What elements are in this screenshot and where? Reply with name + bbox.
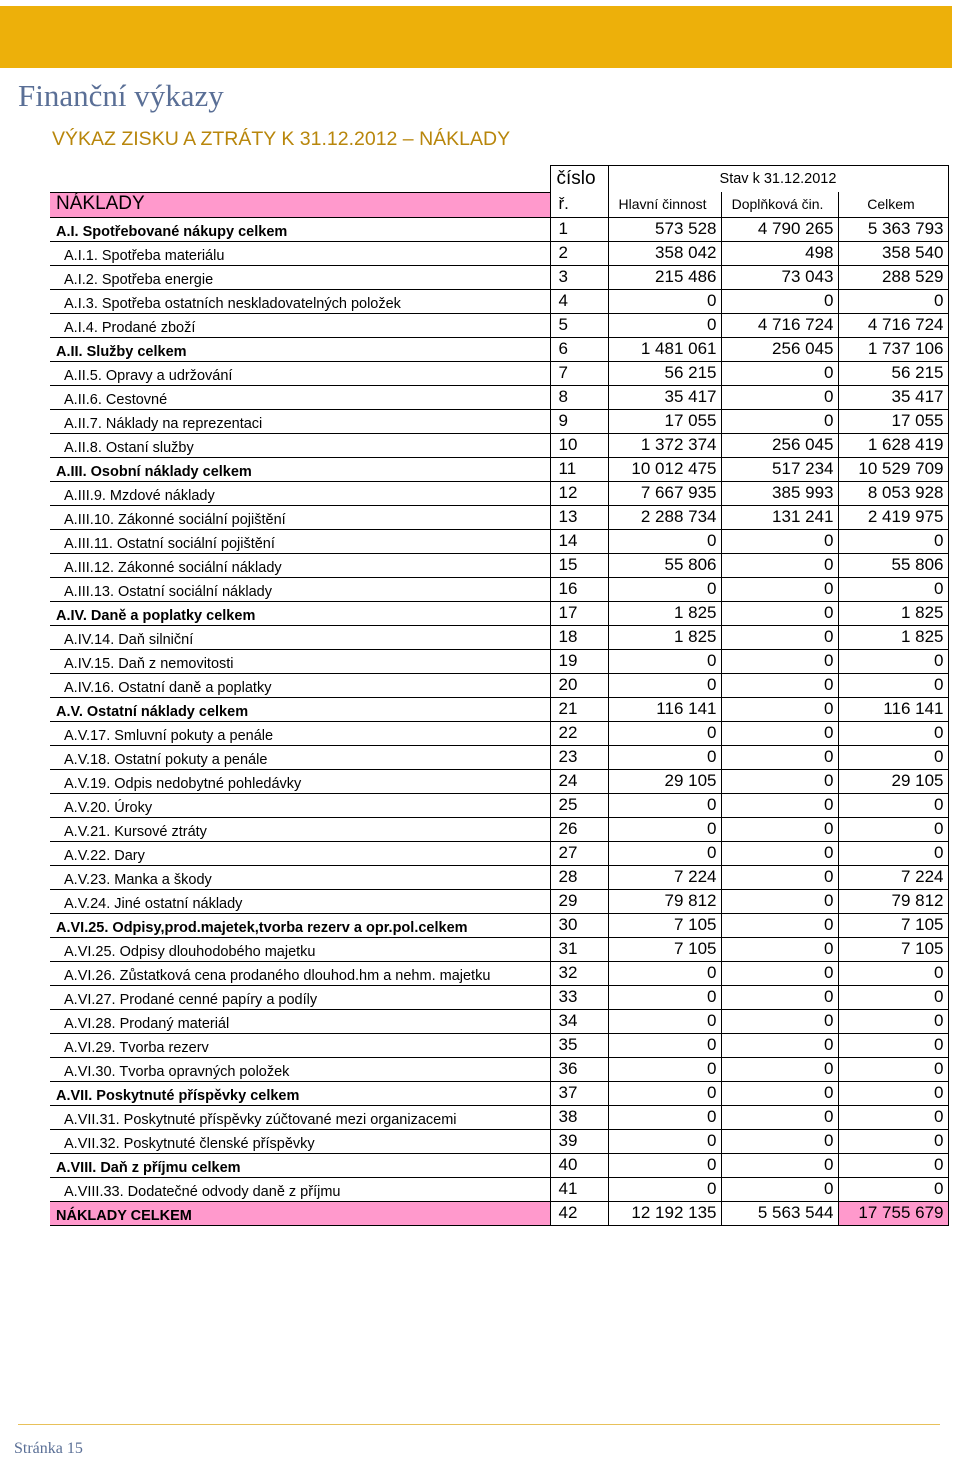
- row-number: 22: [550, 721, 608, 745]
- row-label: A.V.24. Jiné ostatní náklady: [50, 889, 550, 913]
- row-number: 3: [550, 265, 608, 289]
- value-main-activity: 358 042: [608, 241, 721, 265]
- value-total: 0: [838, 649, 948, 673]
- header-number-top: číslo: [550, 166, 608, 193]
- row-label: A.III.9. Mzdové náklady: [50, 481, 550, 505]
- row-label: A.IV.14. Daň silniční: [50, 625, 550, 649]
- row-label: A.VI.26. Zůstatková cena prodaného dlouhod.hm a nehm. majetku: [50, 961, 550, 985]
- value-side-activity: 0: [721, 601, 838, 625]
- row-label: A.V.17. Smluvní pokuty a penále: [50, 721, 550, 745]
- value-total: 0: [838, 1009, 948, 1033]
- value-main-activity: 17 055: [608, 409, 721, 433]
- row-number: 16: [550, 577, 608, 601]
- value-total: 0: [838, 289, 948, 313]
- value-main-activity: 0: [608, 985, 721, 1009]
- table-row: [50, 385, 948, 409]
- value-side-activity: 5 563 544: [721, 1201, 838, 1225]
- value-side-activity: 517 234: [721, 457, 838, 481]
- value-total: 0: [838, 577, 948, 601]
- row-label: A.III.10. Zákonné sociální pojištění: [50, 505, 550, 529]
- value-main-activity: 0: [608, 673, 721, 697]
- row-label: A.V.21. Kursové ztráty: [50, 817, 550, 841]
- value-total: 0: [838, 673, 948, 697]
- value-main-activity: 0: [608, 745, 721, 769]
- table-row: [50, 1057, 948, 1081]
- row-label: A.III.13. Ostatní sociální náklady: [50, 577, 550, 601]
- value-total: 4 716 724: [838, 313, 948, 337]
- row-number: 6: [550, 337, 608, 361]
- value-main-activity: 0: [608, 1081, 721, 1105]
- value-side-activity: 131 241: [721, 505, 838, 529]
- value-main-activity: 7 224: [608, 865, 721, 889]
- value-main-activity: 0: [608, 841, 721, 865]
- row-number: 7: [550, 361, 608, 385]
- value-main-activity: 35 417: [608, 385, 721, 409]
- value-total: 0: [838, 745, 948, 769]
- value-side-activity: 0: [721, 697, 838, 721]
- value-total: 17 055: [838, 409, 948, 433]
- value-side-activity: 0: [721, 793, 838, 817]
- row-label: A.II.5. Opravy a udržování: [50, 361, 550, 385]
- value-total: 0: [838, 1129, 948, 1153]
- value-main-activity: 0: [608, 1129, 721, 1153]
- row-label: A.VIII.33. Dodatečné odvody daně z příjmu: [50, 1177, 550, 1201]
- header-col-total: Celkem: [838, 192, 948, 217]
- value-total: 0: [838, 1177, 948, 1201]
- value-total: 1 825: [838, 625, 948, 649]
- value-main-activity: 0: [608, 577, 721, 601]
- row-number: 27: [550, 841, 608, 865]
- table-row: [50, 697, 948, 721]
- value-main-activity: 0: [608, 793, 721, 817]
- table-row: [50, 625, 948, 649]
- value-side-activity: 0: [721, 625, 838, 649]
- row-number: 33: [550, 985, 608, 1009]
- value-side-activity: 0: [721, 841, 838, 865]
- table-row: [50, 601, 948, 625]
- table-row: [50, 481, 948, 505]
- row-number: 41: [550, 1177, 608, 1201]
- row-label: A.V. Ostatní náklady celkem: [50, 697, 550, 721]
- value-main-activity: 12 192 135: [608, 1201, 721, 1225]
- table-row: [50, 649, 948, 673]
- row-number: 8: [550, 385, 608, 409]
- row-number: 25: [550, 793, 608, 817]
- row-number: 1: [550, 217, 608, 241]
- value-main-activity: 1 372 374: [608, 433, 721, 457]
- row-number: 5: [550, 313, 608, 337]
- row-number: 32: [550, 961, 608, 985]
- row-number: 29: [550, 889, 608, 913]
- table-row: [50, 1009, 948, 1033]
- table-row: [50, 289, 948, 313]
- row-label: A.I.1. Spotřeba materiálu: [50, 241, 550, 265]
- table-row: [50, 217, 948, 241]
- row-number: 12: [550, 481, 608, 505]
- value-total: 0: [838, 529, 948, 553]
- value-side-activity: 0: [721, 817, 838, 841]
- value-main-activity: 0: [608, 961, 721, 985]
- value-total: 79 812: [838, 889, 948, 913]
- value-total: 0: [838, 1033, 948, 1057]
- row-number: 37: [550, 1081, 608, 1105]
- value-total: 35 417: [838, 385, 948, 409]
- table-row: [50, 1081, 948, 1105]
- header-number-bottom: ř.: [550, 192, 608, 217]
- row-label: A.III. Osobní náklady celkem: [50, 457, 550, 481]
- value-main-activity: 0: [608, 649, 721, 673]
- row-label: A.V.22. Dary: [50, 841, 550, 865]
- value-main-activity: 1 825: [608, 625, 721, 649]
- value-total: 116 141: [838, 697, 948, 721]
- row-number: 34: [550, 1009, 608, 1033]
- value-main-activity: 0: [608, 1057, 721, 1081]
- row-number: 19: [550, 649, 608, 673]
- value-total: 0: [838, 817, 948, 841]
- row-label: A.V.18. Ostatní pokuty a penále: [50, 745, 550, 769]
- row-number: 42: [550, 1201, 608, 1225]
- table-row: [50, 817, 948, 841]
- row-number: 28: [550, 865, 608, 889]
- value-total: 55 806: [838, 553, 948, 577]
- document-subtitle: VÝKAZ ZISKU A ZTRÁTY K 31.12.2012 – NÁKLADY: [52, 128, 511, 150]
- row-number: 10: [550, 433, 608, 457]
- header-col-side: Doplňková čin.: [721, 192, 838, 217]
- row-number: 35: [550, 1033, 608, 1057]
- table-row: [50, 337, 948, 361]
- costs-table: [50, 165, 949, 1226]
- value-total: 288 529: [838, 265, 948, 289]
- row-label: A.VI.30. Tvorba opravných položek: [50, 1057, 550, 1081]
- value-side-activity: 0: [721, 553, 838, 577]
- value-main-activity: 0: [608, 1105, 721, 1129]
- value-total: 7 105: [838, 937, 948, 961]
- row-label: A.II.7. Náklady na reprezentaci: [50, 409, 550, 433]
- table-row: [50, 985, 948, 1009]
- value-main-activity: 0: [608, 817, 721, 841]
- value-total: 17 755 679: [838, 1201, 948, 1225]
- row-number: 4: [550, 289, 608, 313]
- value-total: 358 540: [838, 241, 948, 265]
- value-main-activity: 0: [608, 313, 721, 337]
- value-side-activity: 0: [721, 361, 838, 385]
- row-label: A.IV.16. Ostatní daně a poplatky: [50, 673, 550, 697]
- row-label: A.III.11. Ostatní sociální pojištění: [50, 529, 550, 553]
- value-side-activity: 0: [721, 1129, 838, 1153]
- table-row: [50, 457, 948, 481]
- table-row: [50, 529, 948, 553]
- value-main-activity: 10 012 475: [608, 457, 721, 481]
- row-label: A.I.4. Prodané zboží: [50, 313, 550, 337]
- row-label: A.IV. Daně a poplatky celkem: [50, 601, 550, 625]
- row-label: A.II.6. Cestovné: [50, 385, 550, 409]
- value-main-activity: 55 806: [608, 553, 721, 577]
- value-side-activity: 0: [721, 289, 838, 313]
- value-side-activity: 0: [721, 1033, 838, 1057]
- value-side-activity: 0: [721, 577, 838, 601]
- table-row: [50, 721, 948, 745]
- value-side-activity: 0: [721, 1009, 838, 1033]
- row-label: A.II. Služby celkem: [50, 337, 550, 361]
- value-main-activity: 29 105: [608, 769, 721, 793]
- value-side-activity: 0: [721, 1177, 838, 1201]
- row-label: A.V.20. Úroky: [50, 793, 550, 817]
- value-total: 5 363 793: [838, 217, 948, 241]
- row-label: A.VI.25. Odpisy,prod.majetek,tvorba rezerv a opr.pol.celkem: [50, 913, 550, 937]
- row-number: 15: [550, 553, 608, 577]
- row-number: 39: [550, 1129, 608, 1153]
- value-side-activity: 0: [721, 961, 838, 985]
- value-total: 2 419 975: [838, 505, 948, 529]
- value-side-activity: 0: [721, 1057, 838, 1081]
- table-row: [50, 313, 948, 337]
- value-main-activity: 0: [608, 1177, 721, 1201]
- table-row: [50, 409, 948, 433]
- row-number: 31: [550, 937, 608, 961]
- table-row: [50, 1177, 948, 1201]
- table-row: [50, 361, 948, 385]
- value-side-activity: 0: [721, 1105, 838, 1129]
- value-side-activity: 0: [721, 673, 838, 697]
- value-main-activity: 116 141: [608, 697, 721, 721]
- value-total: 0: [838, 1105, 948, 1129]
- value-side-activity: 0: [721, 769, 838, 793]
- value-total: 0: [838, 1057, 948, 1081]
- row-label: A.III.12. Zákonné sociální náklady: [50, 553, 550, 577]
- value-main-activity: 0: [608, 529, 721, 553]
- value-side-activity: 0: [721, 529, 838, 553]
- row-label: A.VI.25. Odpisy dlouhodobého majetku: [50, 937, 550, 961]
- value-main-activity: 7 105: [608, 913, 721, 937]
- value-total: 0: [838, 961, 948, 985]
- table-row: [50, 265, 948, 289]
- value-total: 7 105: [838, 913, 948, 937]
- row-label: A.VI.29. Tvorba rezerv: [50, 1033, 550, 1057]
- row-label: A.I. Spotřebované nákupy celkem: [50, 217, 550, 241]
- value-total: 0: [838, 721, 948, 745]
- value-main-activity: 56 215: [608, 361, 721, 385]
- table-row: [50, 913, 948, 937]
- row-number: 36: [550, 1057, 608, 1081]
- table-row: [50, 673, 948, 697]
- row-number: 23: [550, 745, 608, 769]
- row-number: 20: [550, 673, 608, 697]
- table-row: [50, 745, 948, 769]
- table-row: [50, 841, 948, 865]
- page-number: Stránka 15: [14, 1440, 83, 1457]
- value-main-activity: 7 105: [608, 937, 721, 961]
- value-side-activity: 385 993: [721, 481, 838, 505]
- value-total: 1 737 106: [838, 337, 948, 361]
- value-side-activity: 0: [721, 721, 838, 745]
- row-number: 40: [550, 1153, 608, 1177]
- value-main-activity: 0: [608, 1033, 721, 1057]
- value-side-activity: 0: [721, 385, 838, 409]
- value-side-activity: 0: [721, 889, 838, 913]
- value-total: 0: [838, 841, 948, 865]
- value-main-activity: 1 825: [608, 601, 721, 625]
- value-side-activity: 0: [721, 1081, 838, 1105]
- value-total: 29 105: [838, 769, 948, 793]
- value-side-activity: 4 716 724: [721, 313, 838, 337]
- value-total: 8 053 928: [838, 481, 948, 505]
- row-label: A.V.23. Manka a škody: [50, 865, 550, 889]
- value-side-activity: 256 045: [721, 337, 838, 361]
- value-side-activity: 0: [721, 745, 838, 769]
- table-header-row-bottom: [50, 192, 948, 217]
- header-period: Stav k 31.12.2012: [608, 166, 948, 193]
- value-side-activity: 0: [721, 865, 838, 889]
- table-row: [50, 577, 948, 601]
- value-main-activity: 0: [608, 1153, 721, 1177]
- header-label-costs: NÁKLADY: [50, 192, 550, 217]
- value-main-activity: 215 486: [608, 265, 721, 289]
- row-number: 24: [550, 769, 608, 793]
- table-row: [50, 937, 948, 961]
- table-total-row: [50, 1201, 948, 1225]
- value-total: 56 215: [838, 361, 948, 385]
- table-row: [50, 1153, 948, 1177]
- row-number: 17: [550, 601, 608, 625]
- table-row: [50, 505, 948, 529]
- table-row: [50, 553, 948, 577]
- value-total: 0: [838, 793, 948, 817]
- row-number: 14: [550, 529, 608, 553]
- table-row: [50, 1129, 948, 1153]
- row-number: 30: [550, 913, 608, 937]
- value-main-activity: 79 812: [608, 889, 721, 913]
- row-label: A.IV.15. Daň z nemovitosti: [50, 649, 550, 673]
- value-total: 1 628 419: [838, 433, 948, 457]
- value-side-activity: 4 790 265: [721, 217, 838, 241]
- row-number: 21: [550, 697, 608, 721]
- table-row: [50, 1033, 948, 1057]
- value-side-activity: 0: [721, 649, 838, 673]
- value-total: 7 224: [838, 865, 948, 889]
- row-label: A.VI.27. Prodané cenné papíry a podíly: [50, 985, 550, 1009]
- row-label: NÁKLADY CELKEM: [50, 1201, 550, 1225]
- table-row: [50, 889, 948, 913]
- value-side-activity: 498: [721, 241, 838, 265]
- table-row: [50, 433, 948, 457]
- row-number: 26: [550, 817, 608, 841]
- value-total: 0: [838, 1081, 948, 1105]
- value-side-activity: 0: [721, 913, 838, 937]
- value-main-activity: 573 528: [608, 217, 721, 241]
- footer-divider: [18, 1424, 940, 1425]
- row-label: A.II.8. Ostaní služby: [50, 433, 550, 457]
- value-side-activity: 0: [721, 409, 838, 433]
- row-number: 2: [550, 241, 608, 265]
- table-row: [50, 769, 948, 793]
- row-number: 38: [550, 1105, 608, 1129]
- table-header-row-top: [50, 166, 948, 193]
- value-main-activity: 1 481 061: [608, 337, 721, 361]
- table-row: [50, 1105, 948, 1129]
- table-row: [50, 241, 948, 265]
- value-total: 0: [838, 1153, 948, 1177]
- value-total: 10 529 709: [838, 457, 948, 481]
- value-main-activity: 0: [608, 1009, 721, 1033]
- value-total: 1 825: [838, 601, 948, 625]
- row-label: A.VII.31. Poskytnuté příspěvky zúčtované mezi organizacemi: [50, 1105, 550, 1129]
- header-accent-bar: [0, 6, 952, 68]
- value-total: 0: [838, 985, 948, 1009]
- row-label: A.V.19. Odpis nedobytné pohledávky: [50, 769, 550, 793]
- row-number: 18: [550, 625, 608, 649]
- row-number: 9: [550, 409, 608, 433]
- row-label: A.VII. Poskytnuté příspěvky celkem: [50, 1081, 550, 1105]
- value-main-activity: 0: [608, 721, 721, 745]
- document-title: Finanční výkazy: [18, 78, 224, 113]
- value-side-activity: 256 045: [721, 433, 838, 457]
- header-blank-cell: [50, 166, 550, 193]
- value-side-activity: 0: [721, 937, 838, 961]
- row-label: A.VI.28. Prodaný materiál: [50, 1009, 550, 1033]
- row-label: A.VII.32. Poskytnuté členské příspěvky: [50, 1129, 550, 1153]
- value-side-activity: 0: [721, 985, 838, 1009]
- row-number: 11: [550, 457, 608, 481]
- value-side-activity: 73 043: [721, 265, 838, 289]
- value-main-activity: 7 667 935: [608, 481, 721, 505]
- row-label: A.I.3. Spotřeba ostatních neskladovatelných položek: [50, 289, 550, 313]
- table-row: [50, 865, 948, 889]
- table-row: [50, 961, 948, 985]
- value-side-activity: 0: [721, 1153, 838, 1177]
- row-label: A.I.2. Spotřeba energie: [50, 265, 550, 289]
- value-main-activity: 2 288 734: [608, 505, 721, 529]
- row-number: 13: [550, 505, 608, 529]
- table-row: [50, 793, 948, 817]
- row-label: A.VIII. Daň z příjmu celkem: [50, 1153, 550, 1177]
- value-main-activity: 0: [608, 289, 721, 313]
- header-col-main: Hlavní činnost: [608, 192, 721, 217]
